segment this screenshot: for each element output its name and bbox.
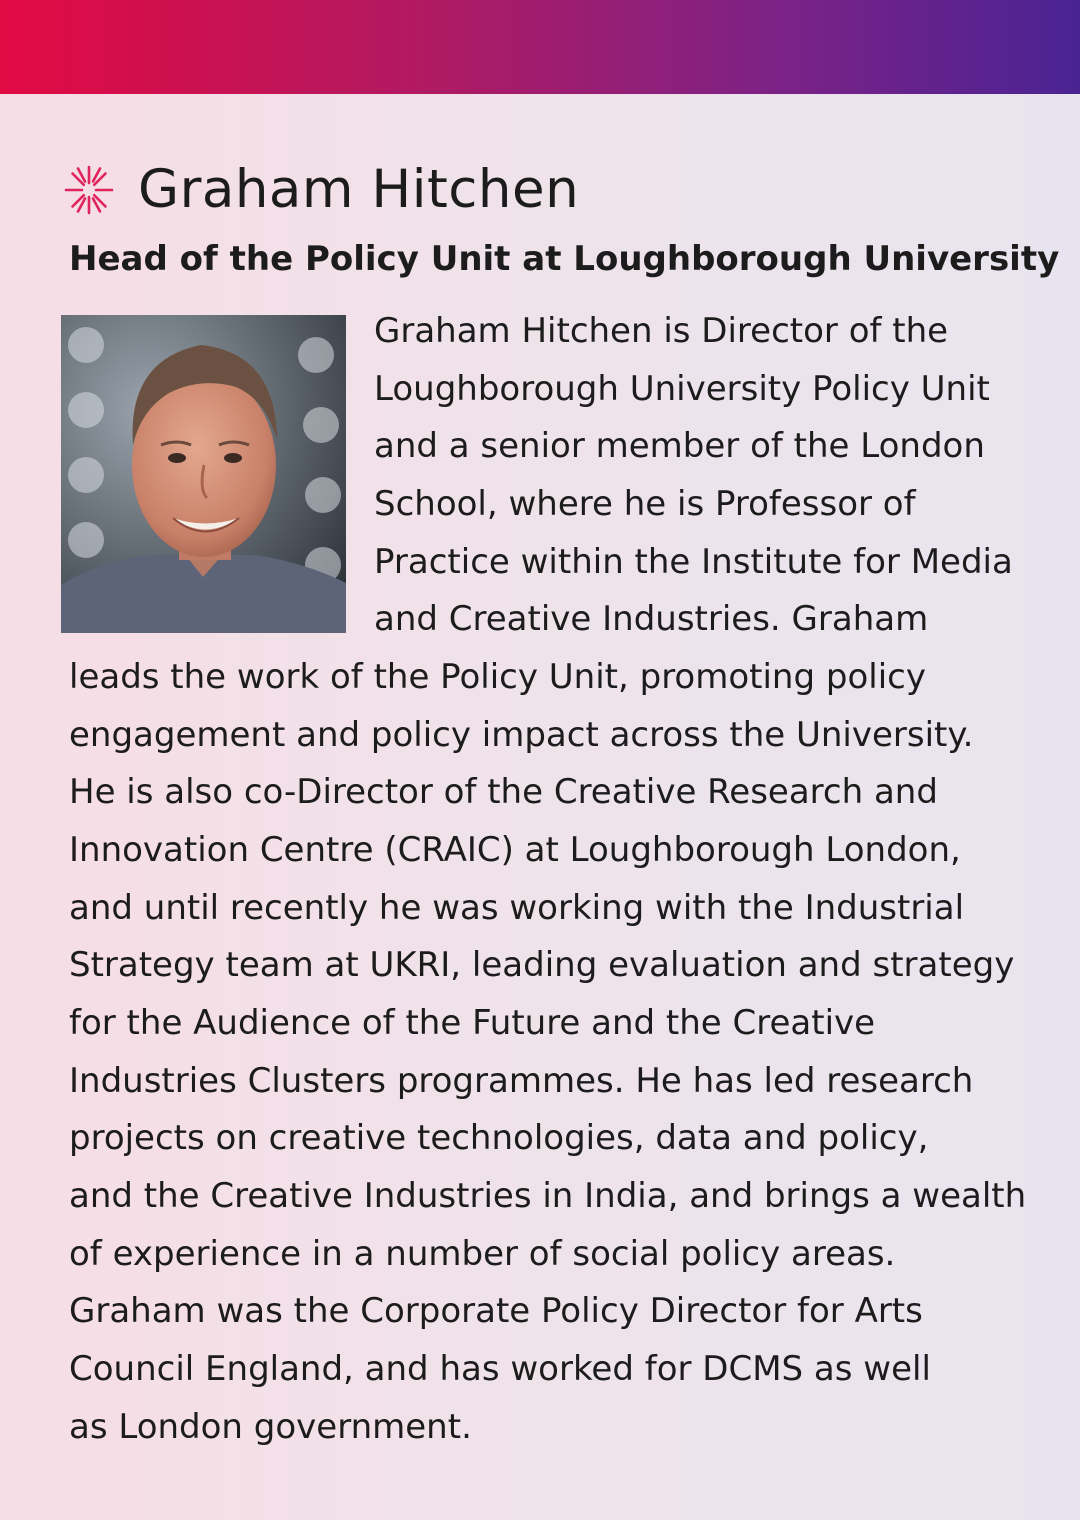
bio-line: of experience in a number of social policy areas. <box>69 1234 896 1274</box>
bio-line: and Creative Industries. Graham <box>374 599 929 639</box>
bio-line: Innovation Centre (CRAIC) at Loughborough London, <box>69 830 961 870</box>
bio-line: leads the work of the Policy Unit, promoting policy <box>69 657 926 697</box>
bio-line: and a senior member of the London <box>374 426 985 466</box>
bio-line: School, where he is Professor of <box>374 484 916 524</box>
bio-line: engagement and policy impact across the University. <box>69 715 974 755</box>
bio-line: Council England, and has worked for DCMS as well <box>69 1349 931 1389</box>
bio-line: and until recently he was working with the Industrial <box>69 888 965 928</box>
header-gradient-band <box>0 0 1080 94</box>
name-heading <box>60 155 579 225</box>
person-name: Graham Hitchen <box>138 159 580 220</box>
bio-line: Loughborough University Policy Unit <box>374 369 990 409</box>
portrait-photo <box>61 315 346 633</box>
asterisk-icon <box>60 161 118 219</box>
bio-line: Strategy team at UKRI, leading evaluation and strategy <box>69 945 1015 985</box>
person-role: Head of the Policy Unit at Loughborough University <box>69 239 1060 279</box>
bio-line: and the Creative Industries in India, and brings a wealth <box>69 1176 1027 1216</box>
bio-line: for the Audience of the Future and the Creative <box>69 1003 876 1043</box>
bio-line: Industries Clusters programmes. He has led research <box>69 1061 974 1101</box>
bio-line: as London government. <box>69 1407 472 1447</box>
bio-line: Practice within the Institute for Media <box>374 542 1013 582</box>
bio-line: projects on creative technologies, data and policy, <box>69 1118 929 1158</box>
bio-line: He is also co-Director of the Creative Research and <box>69 772 938 812</box>
bio-line: Graham was the Corporate Policy Director for Arts <box>69 1291 923 1331</box>
bio-line: Graham Hitchen is Director of the <box>374 311 949 351</box>
